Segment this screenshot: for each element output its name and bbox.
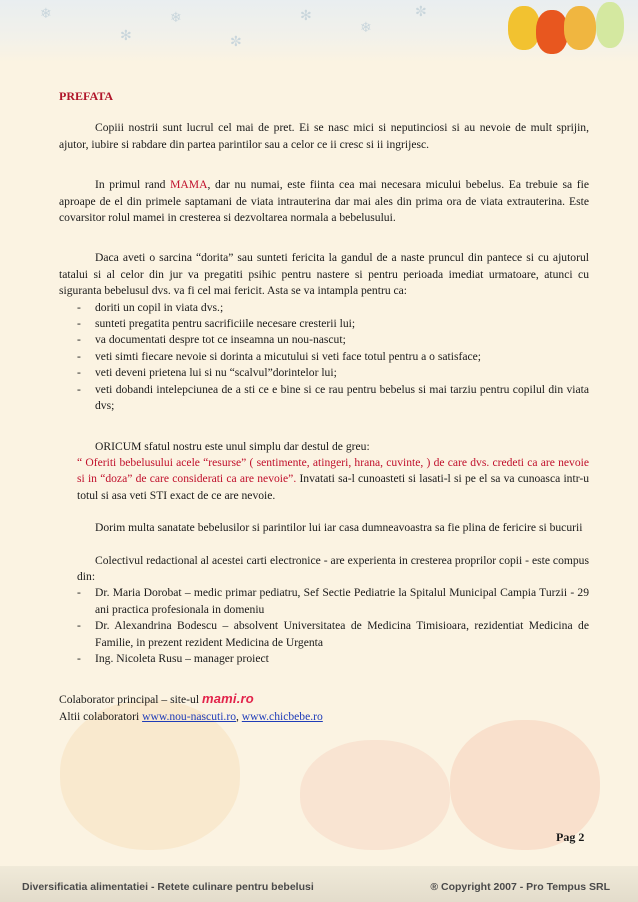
reasons-list xyxy=(59,300,589,415)
page-title: PREFATA xyxy=(59,89,113,103)
list-item: - veti deveni prietena lui si nu “scalvul”dorintelor lui; xyxy=(77,365,589,381)
link-chicbebe[interactable]: www.chicbebe.ro xyxy=(241,709,323,723)
list-item: - veti dobandi intelepciunea de a sti ce e bine si ce rau pentru bebelus si mai tarziu pentru copilul din viata dvs; xyxy=(77,382,589,415)
footer-copyright: ® Copyright 2007 - Pro Tempus SRL xyxy=(430,881,610,893)
advice-quote: “ Oferiti bebelusului acele “resurse” ( sentimente, atingeri, hrana, cuvinte, ) de care dvs. credeti ca are nevoie si in “doza” de care considerati ca are nevoie”. xyxy=(77,455,589,486)
other-collaborators: Altii colaboratori www.nou-nascuti.ro, www.chicbebe.ro xyxy=(59,709,323,723)
list-item: - veti simti fiecare nevoie si dorinta a micutului si veti face totul pentru a o satisface; xyxy=(77,349,589,365)
paragraph-intro: Copiii nostrii sunt lucrul cel mai de pret. Ei se nasc mici si neputinciosi si au nevoie de mult sprijin, ajutor, iubire si rabdare din partea parintilor sau a celor ce ii cresc si ii ingrijesc. xyxy=(59,121,589,151)
page-number: Pag 2 xyxy=(556,830,585,844)
list-item: - Dr. Maria Dorobat – medic primar pediatru, Sef Sectie Pediatrie la Spitalul Municipal Campia Turzii - 29 ani practica profesionala in domeniu xyxy=(77,585,589,618)
highlight-mama: MAMA xyxy=(170,178,208,192)
main-collaborator: Colaborator principal – site-ul mami.ro xyxy=(59,691,254,707)
background-vegetable-illustration xyxy=(300,740,450,850)
cabbage-icon xyxy=(596,2,624,48)
snowflake-icon: ✼ xyxy=(415,5,427,20)
advice-text: “ Oferiti bebelusului acele “resurse” ( sentimente, atingeri, hrana, cuvinte, ) de care dvs. credeti ca are nevoie si in “doza” de care considerati ca are nevoie”. Invatati sa-l cunoasteti si lasati-l si pe el sa va cunoasca intr-u totul si asa veti STI exact de ce are nevoie. xyxy=(77,455,589,502)
list-item: - Ing. Nicoleta Rusu – manager proiect xyxy=(77,651,589,667)
list-item: - doriti un copil in viata dvs.; xyxy=(77,300,589,316)
header-decoration xyxy=(0,0,638,62)
advice-section xyxy=(59,439,589,586)
team-intro: Colectivul redactional al acestei carti electronice - are experienta in cresterea proprilor copii - este compus din: xyxy=(77,553,589,583)
advice-heading: ORICUM sfatul nostru este unul simplu dar destul de greu: xyxy=(95,439,370,453)
link-nou-nascuti[interactable]: www.nou-nascuti.ro xyxy=(142,709,236,723)
team-list xyxy=(59,585,589,667)
list-item: - va documentati despre tot ce inseamna un nou-nascut; xyxy=(77,332,589,348)
paragraph-pregnancy: Daca aveti o sarcina “dorita” sau sunteti fericita la gandul de a naste pruncul din pantece si cu ajutorul tatalui si al celor din jur va pregatiti psihic pentru nastere si pentru perioada imediat urmatoare, atunci cu siguranta bebelusul dvs. va fi cel mai fericit. Asta se va intampla pentru ca: xyxy=(59,251,589,298)
document-body xyxy=(59,88,589,725)
mami-logo[interactable]: mami.ro xyxy=(201,691,254,707)
footer xyxy=(0,866,638,902)
snowflake-icon: ✼ xyxy=(230,35,242,50)
snowflake-icon: ❄ xyxy=(40,7,52,22)
list-item: - sunteti pregatita pentru sacrificiile necesare cresterii lui; xyxy=(77,316,589,332)
paragraph-mama: In primul rand MAMA, dar nu numai, este fiinta cea mai necesara micului bebelus. Ea trebuie sa fie aproape de el din primele saptamani de viata intrauterina dar mai ales din prima ora de viata extrauterina. Este covarsitor rolul mamei in cresterea si dezvoltarea normala a bebelusului. xyxy=(59,178,589,225)
snowflake-icon: ✻ xyxy=(120,29,132,44)
footer-book-title: Diversificatia alimentatiei - Retete culinare pentru bebelusi xyxy=(22,881,314,893)
snowflake-icon: ✻ xyxy=(300,9,312,24)
snowflake-icon: ❄ xyxy=(360,21,372,36)
list-item: - Dr. Alexandrina Bodescu – absolvent Universitatea de Medicina Timisioara, rezidentiat Medicina de Familie, in prezent rezident Medicina de Urgenta xyxy=(77,618,589,651)
wish-paragraph: Dorim multa sanatate bebelusilor si parintilor lui iar casa dumneavoastra sa fie plina de fericire si bucurii xyxy=(95,521,583,535)
snowflake-icon: ❄ xyxy=(170,11,182,26)
pepper-icon xyxy=(564,6,596,50)
